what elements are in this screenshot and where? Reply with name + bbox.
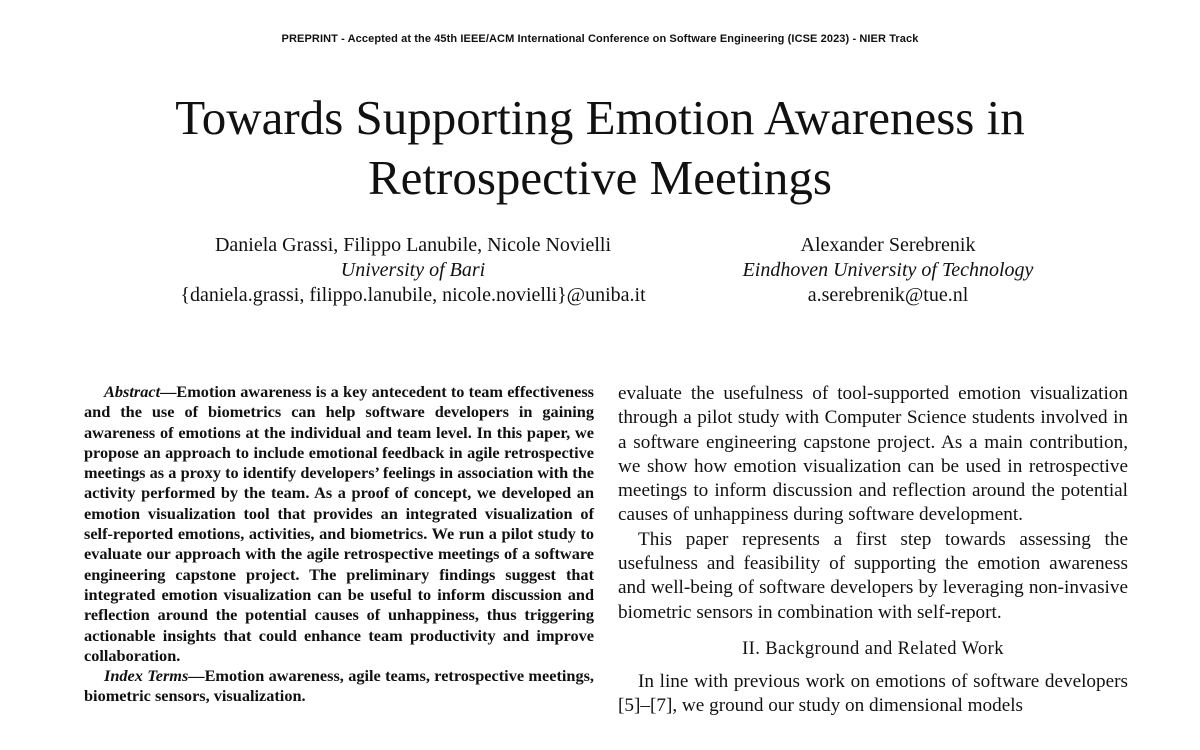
right-column	[618, 382, 1128, 719]
author-names: Alexander Serebrenik	[800, 234, 976, 256]
paper-title-line-1: Towards Supporting Emotion Awareness in	[175, 90, 1025, 145]
index-terms-text: —Emotion awareness, agile teams, retrospective meetings, biometric sensors, visualization.	[84, 666, 594, 706]
index-terms-label: Index Terms	[104, 666, 189, 686]
preprint-header: PREPRINT - Accepted at the 45th IEEE/ACM International Conference on Software Engineering (ICSE 2023) - NIER Track	[281, 33, 919, 45]
author-email: a.serebrenik@tue.nl	[807, 284, 969, 306]
author-names: Daniela Grassi, Filippo Lanubile, Nicole Novielli	[214, 234, 612, 256]
abstract-text: —Emotion awareness is a key antecedent to team effectiveness and the use of biometrics can help software developers in gaining awareness of emotions at the individual and team level. In this paper, we propose an approach to include emotional feedback in agile retrospective meetings as a proxy to identify developers’ feelings in association with the activity performed by the team. As a proof of concept, we developed an emotion visualization tool that provides an integrated visualization of self-reported emotions, activities, and biometrics. We run a pilot study to evaluate our approach with the agile retrospective meetings of a software engineering capstone project. The preliminary findings suggest that integrated emotion visualization can be useful to inform discussion and reflection around the potential causes of unhappiness, thus triggering actionable insights that could enhance team productivity and improve collaboration.	[84, 382, 594, 665]
paper-title	[0, 88, 1200, 208]
paper-title-line-2: Retrospective Meetings	[367, 150, 833, 205]
abstract-label: Abstract	[104, 382, 161, 401]
left-column	[84, 382, 594, 707]
author-block-bari	[158, 233, 668, 308]
abstract-paragraph	[84, 382, 594, 666]
section-heading: II. Background and Related Work	[742, 638, 1004, 659]
author-block-eindhoven	[730, 233, 1046, 308]
body-paragraph-1: evaluate the usefulness of tool-supported emotion visualization through a pilot study with Computer Science students involved in a software engineering capstone project. As a main contribution, we show how emotion visualization can be used in retrospective meetings to inform discussion and reflection around the potential causes of unhappiness during software development.	[618, 383, 1128, 526]
index-terms-paragraph	[84, 666, 594, 707]
author-affiliation: Eindhoven University of Technology	[742, 259, 1034, 281]
author-email: {daniela.grassi, filippo.lanubile, nicole.novielli}@uniba.it	[180, 284, 646, 306]
body-paragraph-2: This paper represents a first step towards assessing the usefulness and feasibility of supporting the emotion awareness and well-being of software developers by leveraging non-invasive biometric sensors in combination with self-report.	[618, 528, 1128, 623]
body-paragraph-3: In line with previous work on emotions of software developers [5]–[7], we ground our study on dimensional models	[618, 670, 1128, 717]
author-affiliation: University of Bari	[340, 259, 486, 281]
